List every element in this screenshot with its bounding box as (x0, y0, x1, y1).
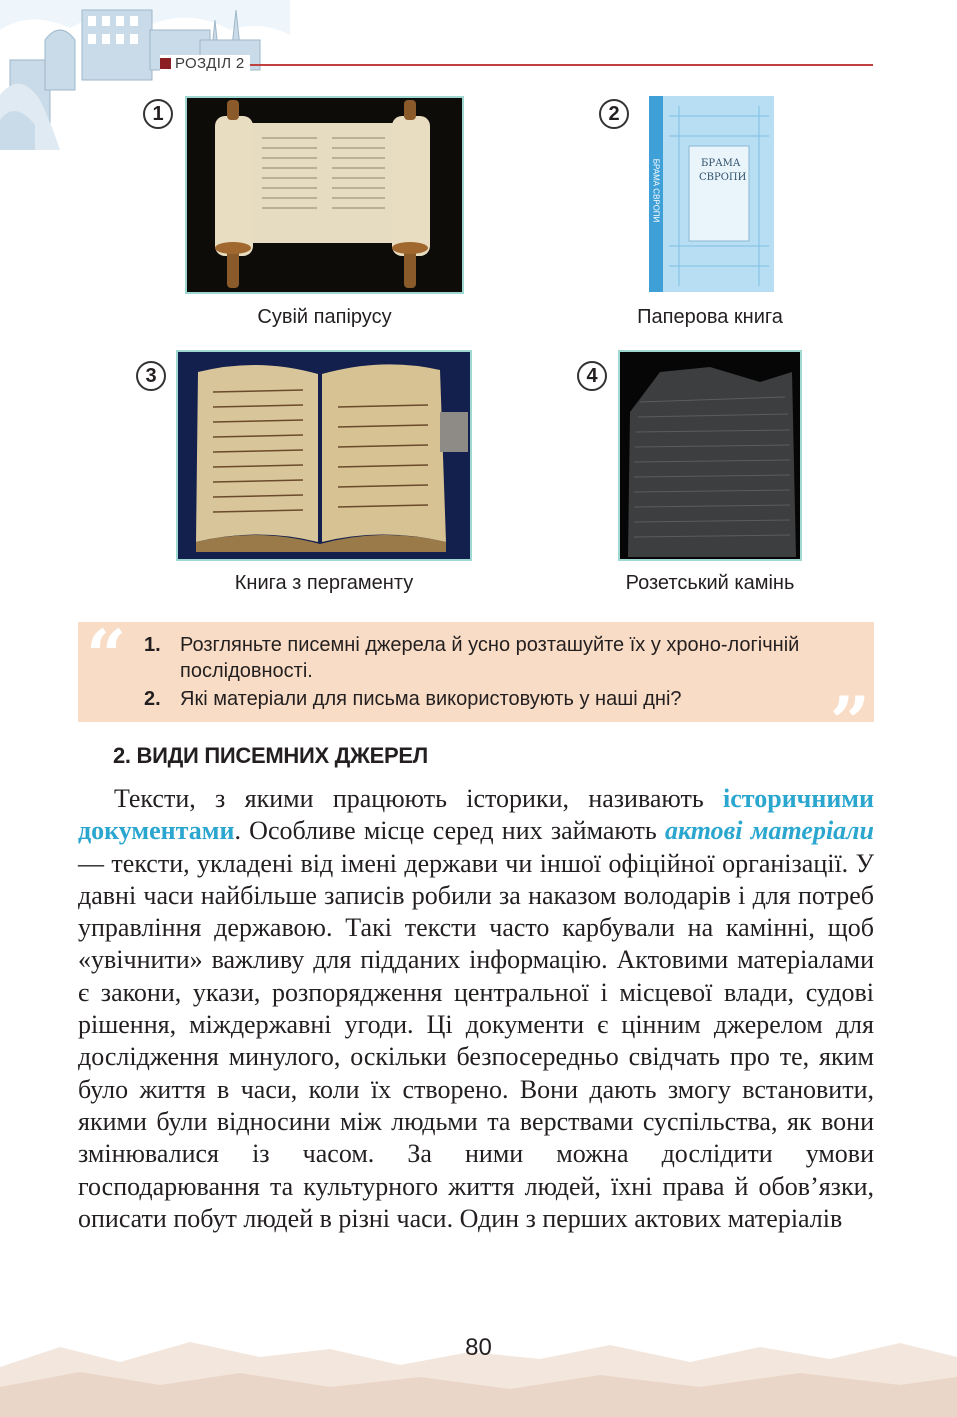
question-number: 1. (144, 634, 161, 656)
quote-open-icon: “ (86, 614, 127, 697)
figure-caption: Розетський камінь (625, 572, 795, 594)
question-number: 2. (144, 688, 161, 710)
book-cover-title-line1: БРАМА (701, 158, 741, 169)
paper-book-image (649, 96, 774, 292)
book-spine-title: БРАМА СВРОПИ (651, 158, 661, 223)
figure-caption: Книга з пергаменту (234, 572, 414, 594)
body-text-segment: Тексти, з якими працюють історики, називають (114, 784, 724, 813)
parchment-book-image (176, 350, 472, 561)
figure-caption: Сувій папірусу (257, 306, 392, 328)
question-text: Розгляньте писемні джерела й усно розташуйте їх у хроно-логічній послідовності. (180, 634, 800, 682)
section-square-icon (160, 58, 171, 69)
section-label: РОЗДІЛ 2 (175, 55, 245, 72)
rosetta-stone-image (618, 350, 802, 561)
body-paragraph (78, 783, 874, 1235)
figure-number: 3 (136, 361, 166, 391)
section-heading: 2. ВИДИ ПИСЕМНИХ ДЖЕРЕЛ (113, 743, 428, 768)
book-cover-title-line2: СВРОПИ (699, 172, 747, 183)
section-badge (160, 55, 250, 72)
question-text: Які матеріали для письма використовують у наші дні? (180, 688, 682, 710)
body-text-segment: — тексти, укладені від імені держави чи іншої офіційної організації. У давні часи найбільше записів робили за наказом володарів і для потреб управління державою. Такі тексти часто карбували на камінні, щоб «увічнити» важливу для підданих інформацію. Актовими матеріалами є закони, укази, розпорядження центральної і місцевої влади, судові рішення, міждержавні угоди. Ці документи є цінним джерелом для дослідження минулого, оскільки безпосередньо свідчать про те, яким було життя в часи, коли їх створено. Вони дають змогу встановити, якими були відносини між людьми та верствами суспільства, як вони змінювалися із часом. За ними можна дослідити умови господарювання та культурного життя людей, їхні права й обов’язки, описати побут людей в різні часи. Один з перших актових матеріалів (78, 848, 874, 1233)
body-text-segment: . Особливе місце серед них займають (234, 816, 665, 846)
page-number: 80 (465, 1334, 492, 1361)
figure-number: 1 (143, 99, 173, 129)
term-historical-documents: історичними документами (78, 784, 874, 846)
quote-close-icon: ” (829, 681, 870, 764)
term-act-materials: актові матеріали (664, 816, 874, 846)
figure-number: 4 (577, 361, 607, 391)
footer-mountains-illustration (0, 1307, 957, 1417)
papyrus-scroll-image (185, 96, 464, 294)
header-rule (160, 64, 873, 66)
figure-number: 2 (599, 99, 629, 129)
figure-caption: Паперова книга (637, 306, 783, 328)
